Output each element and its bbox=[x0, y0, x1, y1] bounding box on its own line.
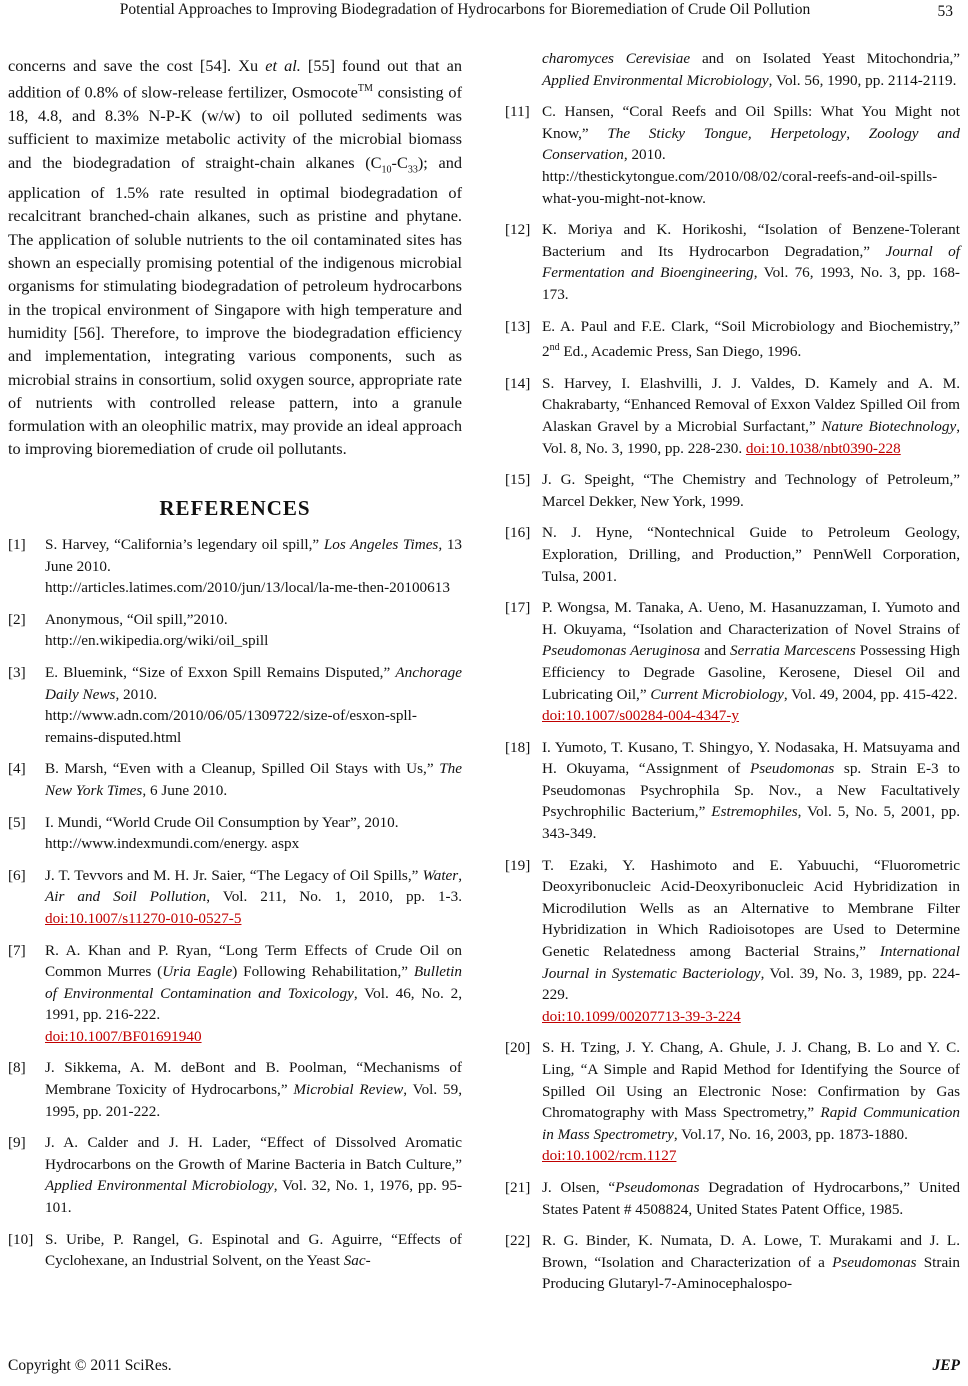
reference-url[interactable]: http://en.wikipedia.org/wiki/oil_spill bbox=[45, 632, 269, 650]
doi-link[interactable]: doi:10.1007/s11270-010-0527-5 bbox=[45, 909, 242, 927]
doi-link[interactable]: doi:10.1007/s00284-004-4347-y bbox=[542, 707, 740, 725]
reference-url[interactable]: http://www.indexmundi.com/energy. aspx bbox=[45, 835, 300, 853]
reference-item: [21] J. Olsen, “Pseudomonas Degradation of Hydrocarbons,” United States Patent # 4508824, United States Patent Office, 1985. bbox=[505, 1178, 960, 1218]
references-heading: REFERENCES bbox=[159, 495, 311, 520]
doi-link[interactable]: doi:10.1002/rcm.1127 bbox=[542, 1147, 677, 1165]
reference-item: [10] S. Uribe, P. Rangel, G. Espinotal and G. Aguirre, “Effects of Cyclohexane, an Industrial Solvent, on the Yeast Sac- bbox=[8, 1230, 462, 1270]
doi-link[interactable]: doi:10.1099/00207713-39-3-224 bbox=[542, 1007, 741, 1025]
reference-item: [8] J. Sikkema, A. M. deBont and B. Poolman, “Mechanisms of Membrane Toxicity of Hydrocarbons,” Microbial Review, Vol. 59, 1995, pp. 201-222. bbox=[8, 1059, 462, 1120]
doi-link[interactable]: doi:10.1038/nbt0390-228 bbox=[745, 439, 901, 457]
reference-item: [20] S. H. Tzing, J. Y. Chang, A. Ghule, J. J. Chang, B. Lo and Y. C. Ling, “A Simple and Rapid Method for Identifying the Source of Spilled Oil Using an Electronic Nose: Confirmation by Gas Chromatography with Mass Spectrometry,” Rapid Communication in Mass Spectrometry, Vol.17, No. 16, 2003, pp. 1873-1880. doi:10.1002/rcm.1127 bbox=[505, 1039, 960, 1165]
reference-item: [5] I. Mundi, “World Crude Oil Consumption by Year”, 2010. http://www.indexmundi.com/energy. aspx bbox=[8, 812, 462, 855]
left-column bbox=[8, 54, 462, 1282]
reference-item: [11] C. Hansen, “Coral Reefs and Oil Spills: What You Might not Know,” The Sticky Tongue, Herpetology, Zoology and Conservation, 2010. http://thestickytongue.com/2010/08/02/coral-reefs-and-oil-spills-what-you-might-not-know. bbox=[505, 101, 960, 209]
reference-item: [19] T. Ezaki, Y. Hashimoto and E. Yabuuchi, “Fluorometric Deoxyribonucleic Acid-Deoxyribonucleic Acid Hybridization in Microdilution Wells as an Alternative to Membrane Filter Hybridization in Which Radioisotopes are Used to Determine Genetic Relatedness among Bacterial Strains,” International Journal in Systematic Bacteriology, Vol. 39, No. 3, 1989, pp. 224-229. doi:10.1099/00207713-39-3-224 bbox=[505, 856, 961, 1025]
page-header bbox=[0, 0, 968, 24]
reference-item: [12] K. Moriya and K. Horikoshi, “Isolation of Benzene-Tolerant Bacterium and Its Hydrocarbon Degradation,” Journal of Fermentation and Bioengineering, Vol. 76, 1993, No. 3, pp. 168-173. bbox=[505, 221, 960, 303]
reference-item: [6] J. T. Tevvors and M. H. Jr. Saier, “The Legacy of Oil Spills,” Water, Air and Soil Pollution, Vol. 211, No. 1, 2010, pp. 1-3. doi:10.1007/s11270-010-0527-5 bbox=[8, 866, 462, 927]
copyright-notice: Copyright © 2011 SciRes. bbox=[8, 1357, 172, 1374]
reference-item: [22] R. G. Binder, K. Numata, D. A. Lowe, T. Murakami and J. L. Brown, “Isolation and Characterization of a Pseudomonas Strain Producing Glutaryl-7-Aminocephalospo- bbox=[505, 1232, 960, 1293]
reference-item: [4] B. Marsh, “Even with a Cleanup, Spilled Oil Stays with Us,” The New York Times, 6 June 2010. bbox=[8, 760, 462, 799]
right-column bbox=[505, 48, 960, 1305]
reference-item: [7] R. A. Khan and P. Ryan, “Long Term Effects of Crude Oil on Common Murres (Uria Eagle) Following Rehabilitation,” Bulletin of Environmental Contamination and Toxicology, Vol. 46, No. 2, 1991, pp. 216-222. doi:10.1007/BF01691940 bbox=[8, 941, 462, 1045]
body-paragraph: concerns and save the cost [54]. Xu et al. [55] found out that an addition of 0.8% of slow-release fertilizer, Osmocote™ consisting of 18, 4.8, and 8.3% N-P-K (w/w) to oil polluted sediments was sufficient to maximize metabolic activity of the microbial biomass and the biodegradation of straight-chain alkanes $(C_{10}-C_{33})$; and application of 1.5% rate resulted in optimal biodegradation of recalcitrant branched-chain alkanes, such as pristine and phytane. The application of soluble nutrients to the oil contaminated sites has shown an especially promising potential of the indigenous microbial organisms for stimulating biodegradation of petroleum hydrocarbons in the tropical environment of Singapore with high temperature and humidity [56]. Therefore, to improve the biodegradation efficiency and implementation, integrating various components, such as microbial strains in consortium, solid oxygen source, appropriate rate of nutrients with controlled release pattern, into a granule formulation with an oleophilic matrix, may provide an ideal approach to improving bioremediation of crude oil pollutants. bbox=[8, 56, 463, 459]
page-number: 53 bbox=[937, 3, 953, 20]
reference-url[interactable]: http://articles.latimes.com/2010/jun/13/local/la-me-then-20100613 bbox=[45, 579, 450, 597]
journal-abbrev: JEP bbox=[932, 1357, 960, 1374]
reference-item: [9] J. A. Calder and J. H. Lader, “Effect of Dissolved Aromatic Hydrocarbons on the Growth of Marine Bacteria in Batch Culture,” Applied Environmental Microbiology, Vol. 32, No. 1, 1976, pp. 95-101. bbox=[8, 1134, 463, 1217]
doi-link[interactable]: doi:10.1007/BF01691940 bbox=[45, 1027, 202, 1045]
reference-item: [14] S. Harvey, I. Elashvilli, J. J. Valdes, D. Kamely and A. M. Chakrabarty, “Enhanced Removal of Exxon Valdez Spilled Oil from Alaskan Gravel by a Microbial Surfactant,” Nature Biotechnology, Vol. 8, No. 3, 1990, pp. 228-230. doi:10.1038/nbt0390-228 bbox=[505, 374, 960, 457]
reference-item: [17] P. Wongsa, M. Tanaka, A. Ueno, M. Hasanuzzaman, I. Yumoto and H. Okuyama, “Isolation and Characterization of Novel Strains of Pseudomonas Aeruginosa and Serratia Marcescens Possessing High Efficiency to Degrade Gasoline, Kerosene, Diesel Oil and Lubricating Oil,” Current Microbiology, Vol. 49, 2004, pp. 415-422. doi:10.1007/s00284-004-4347-y bbox=[505, 599, 960, 725]
reference-item: [13] E. A. Paul and F.E. Clark, “Soil Microbiology and Biochemistry,” 2nd Ed., Academic Press, San Diego, 1996. bbox=[505, 317, 960, 361]
reference-item: [18] I. Yumoto, T. Kusano, T. Shingyo, Y. Nodasaka, H. Matsuyama and H. Okuyama, “Assignment of Pseudomonas sp. Strain E-3 to Pseudomonas Psychrophila Sp. Nov., a New Facultatively Psychrophilic Bacterium,” Estremophiles, Vol. 5, No. 5, 2001, pp. 343-349. bbox=[505, 738, 961, 843]
reference-item: [3] E. Bluemink, “Size of Exxon Spill Remains Disputed,” Anchorage Daily News, 2010. http://www.adn.com/2010/06/05/1309722/size-of/esxon-spll-remains-disputed.html bbox=[8, 662, 462, 748]
running-title: Potential Approaches to Improving Biodegradation of Hydrocarbons for Bioremediation of Crude Oil Pollution bbox=[119, 1, 811, 18]
reference-url[interactable]: http://www.adn.com/2010/06/05/1309722/size-of/esxon-spll-remains-disputed.html bbox=[45, 707, 417, 746]
reference-url[interactable]: http://thestickytongue.com/2010/08/02/coral-reefs-and-oil-spills-what-you-might-not-know. bbox=[542, 167, 938, 207]
reference-item: [16] N. J. Hyne, “Nontechnical Guide to Petroleum Geology, Exploration, Drilling, and Production,” PennWell Corporation, Tulsa, 2001. bbox=[505, 524, 960, 585]
reference-item: [1] S. Harvey, “California’s legendary oil spill,” Los Angeles Times, 13 June 2010. http://articles.latimes.com/2010/jun/13/local/la-me-then-20100613 bbox=[8, 534, 462, 599]
reference-item: [15] J. G. Speight, “The Chemistry and Technology of Petroleum,” Marcel Dekker, New York, 1999. bbox=[505, 471, 960, 510]
page-footer bbox=[8, 1357, 960, 1375]
reference-item: [2] Anonymous, “Oil spill,”2010. http://en.wikipedia.org/wiki/oil_spill bbox=[8, 609, 462, 652]
reference-item-continued: charomyces Cerevisiae and on Isolated Yeast Mitochondria,” Applied Environmental Microbiology, Vol. 56, 1990, pp. 2114-2119. bbox=[542, 50, 960, 89]
